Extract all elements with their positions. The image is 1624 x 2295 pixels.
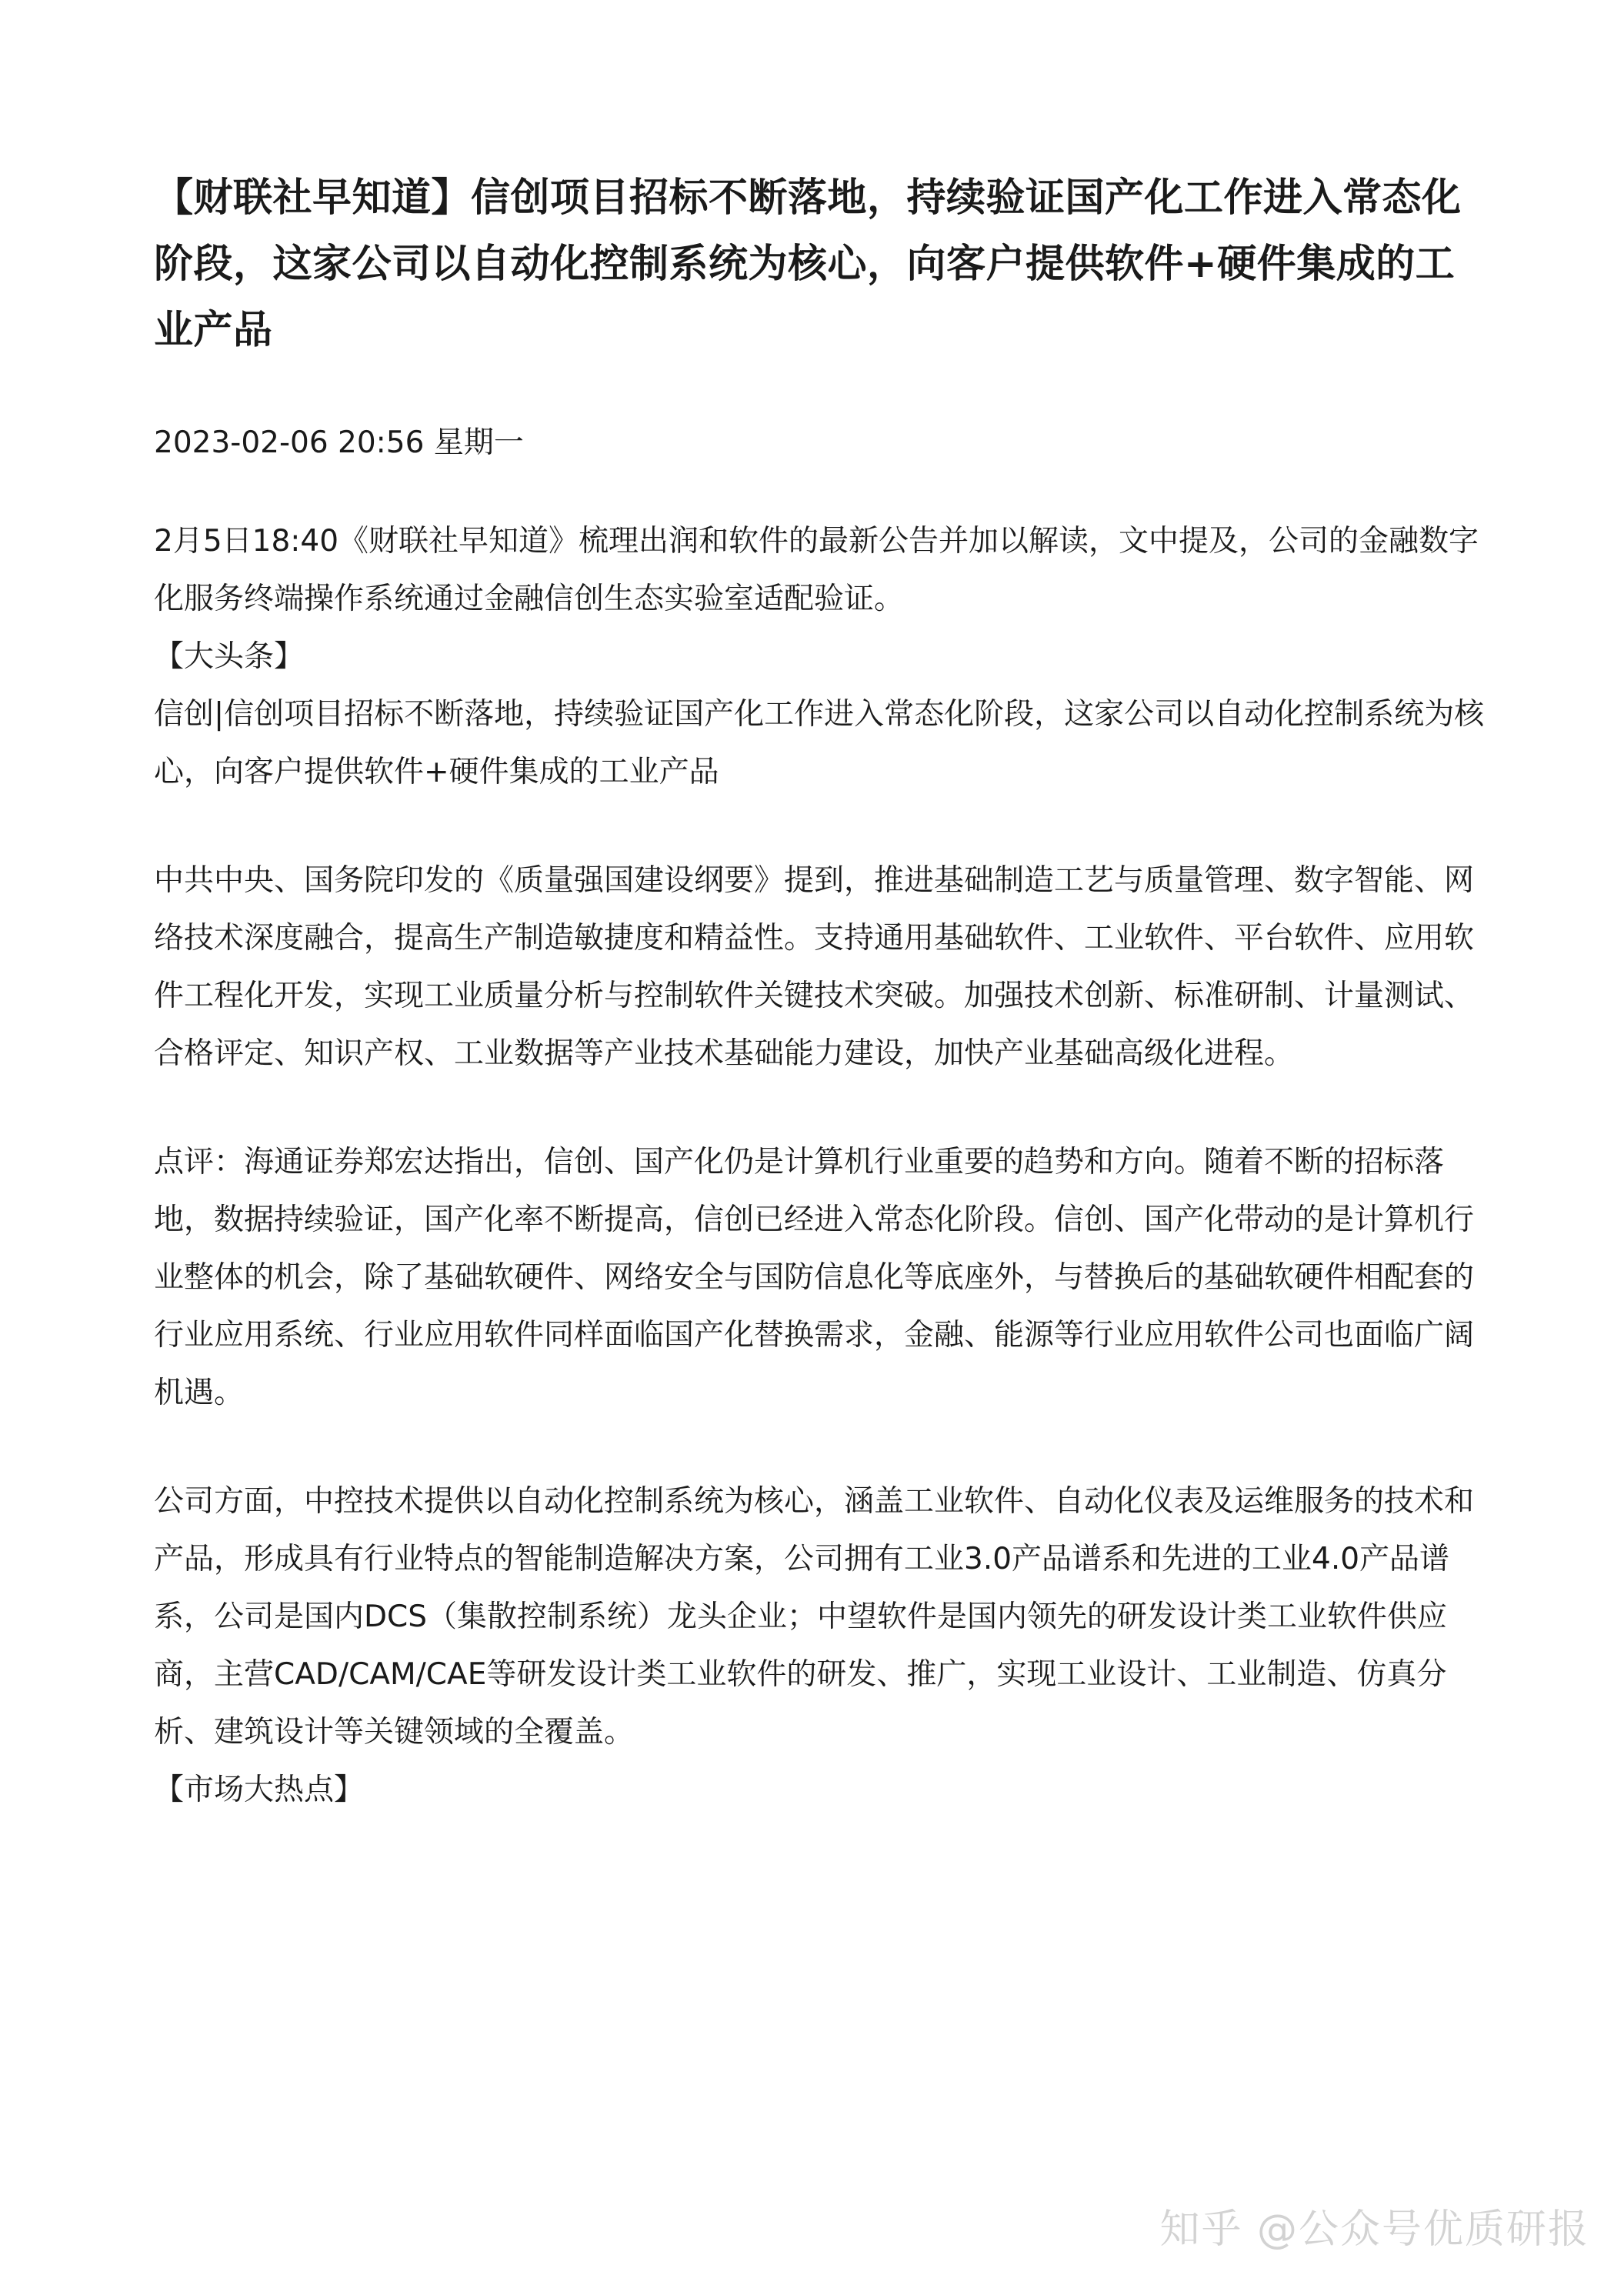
section-heading-headline: 【大头条】 xyxy=(154,639,305,674)
article-title: 【财联社早知道】信创项目招标不断落地，持续验证国产化工作进入常态化阶段，这家公司以自动化控制系统为核心，向客户提供软件+硬件集成的工业产品 xyxy=(154,175,1462,353)
watermark: 知乎 @公众号优质研报 xyxy=(1159,2207,1589,2253)
section-subtitle: 信创|信创项目招标不断落地，持续验证国产化工作进入常态化阶段，这家公司以自动化控制系统为核心，向客户提供软件+硬件集成的工业产品 xyxy=(154,697,1485,789)
company-paragraph: 公司方面，中控技术提供以自动化控制系统为核心，涵盖工业软件、自动化仪表及运维服务的技术和产品，形成具有行业特点的智能制造解决方案，公司拥有工业3.0产品谱系和先进的工业4.0产品谱系，公司是国内DCS（集散控制系统）龙头企业；中望软件是国内领先的研发设计类工业软件供应商，主营CAD/CAM/CAE等研发设计类工业软件的研发、推广，实现工业设计、工业制造、仿真分析、建筑设计等关键领域的全覆盖。 xyxy=(154,1484,1475,1750)
article-datetime: 2023-02-06 20:56 星期一 xyxy=(154,425,524,460)
article xyxy=(154,165,1492,1819)
policy-paragraph: 中共中央、国务院印发的《质量强国建设纲要》提到，推进基础制造工艺与质量管理、数字智能、网络技术深度融合，提高生产制造敏捷度和精益性。支持通用基础软件、工业软件、平台软件、应用软件工程化开发，实现工业质量分析与控制软件关键技术突破。加强技术创新、标准研制、计量测试、合格评定、知识产权、工业数据等产业技术基础能力建设，加快产业基础高级化进程。 xyxy=(154,863,1475,1071)
comment-paragraph: 点评：海通证券郑宏达指出，信创、国产化仍是计算机行业重要的趋势和方向。随着不断的招标落地，数据持续验证，国产化率不断提高，信创已经进入常态化阶段。信创、国产化带动的是计算机行业整体的机会，除了基础软硬件、网络安全与国防信息化等底座外，与替换后的基础软硬件相配套的行业应用系统、行业应用软件同样面临国产化替换需求，金融、能源等行业应用软件公司也面临广阔机遇。 xyxy=(154,1145,1475,1410)
section-heading-hotspots: 【市场大热点】 xyxy=(154,1773,365,1807)
intro-paragraph: 2月5日18:40《财联社早知道》梳理出润和软件的最新公告并加以解读，文中提及，公司的金融数字化服务终端操作系统通过金融信创生态实验室适配验证。 xyxy=(154,524,1479,616)
